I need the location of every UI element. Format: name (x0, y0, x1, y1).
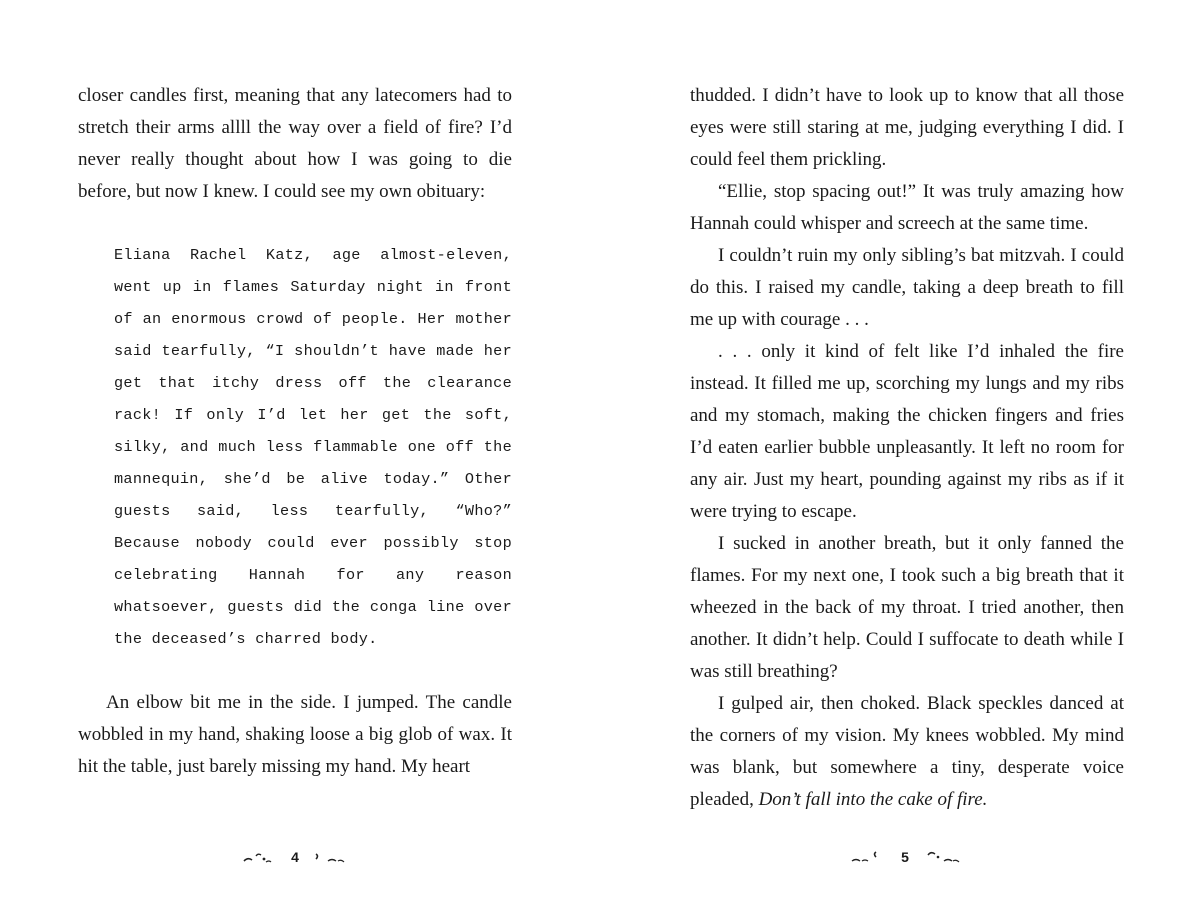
left-folio (236, 842, 354, 872)
right-paragraph-6-italic: Don’t fall into the cake of fire. (758, 789, 988, 810)
flame-ornament-left-icon (236, 848, 280, 866)
right-paragraph-3: I couldn’t ruin my only sibling’s bat mitzvah. I could do this. I raised my candle, taking a deep breath to fill me up with courage . . . (690, 245, 1124, 330)
right-paragraph-6-text: I gulped air, then choked. Black speckles danced at the corners of my vision. My knees wobbled. My mind was blank, but somewhere a tiny, desperate voice pleaded, (690, 693, 1124, 810)
right-paragraph-2: “Ellie, stop spacing out!” It was truly amazing how Hannah could whisper and screech at the same time. (690, 181, 1124, 234)
flame-ornament-right-icon (310, 848, 354, 866)
flame-ornament-left-icon (846, 848, 890, 866)
right-page (690, 80, 1124, 816)
page-number-right: 5 (901, 849, 909, 865)
right-paragraph-6 (690, 688, 1124, 816)
flame-ornament-right-icon (920, 848, 964, 866)
left-page (78, 80, 512, 783)
left-paragraph-1: closer candles first, meaning that any latecomers had to stretch their arms allll the way over a field of fire? I’d never really thought about how I was going to die before, but now I knew. I could see my own obituary: (78, 85, 512, 202)
right-paragraph-5: I sucked in another breath, but it only fanned the flames. For my next one, I took such a big breath that it wheezed in the back of my throat. I tried another, then another. It didn’t help. Could I suffocate to death while I was still breathing? (690, 533, 1124, 682)
right-folio (846, 842, 964, 872)
page-number-left: 4 (291, 849, 299, 865)
left-paragraph-2: An elbow bit me in the side. I jumped. The candle wobbled in my hand, shaking loose a big glob of wax. It hit the table, just barely missing my hand. My heart (78, 692, 512, 777)
right-paragraph-1: thudded. I didn’t have to look up to know that all those eyes were still staring at me, judging everything I did. I could feel them prickling. (690, 85, 1124, 170)
obituary-block: Eliana Rachel Katz, age almost-eleven, went up in flames Saturday night in front of an enormous crowd of people. Her mother said tearfully, “I shouldn’t have made her get that itchy dress off the clearance rack! If only I’d let her get the soft, silky, and much less flammable one off the mannequin, she’d be alive today.” Other guests said, less tearfully, “Who?” Because nobody could ever possibly stop celebrating Hannah for any reason whatsoever, guests did the conga line over the deceased’s charred body. (114, 246, 512, 648)
right-paragraph-4: . . . only it kind of felt like I’d inhaled the fire instead. It filled me up, scorching my lungs and my ribs and my stomach, making the chicken fingers and fries I’d eaten earlier bubble unpleasantly. It left no room for any air. Just my heart, pounding against my ribs as if it were trying to escape. (690, 341, 1124, 522)
